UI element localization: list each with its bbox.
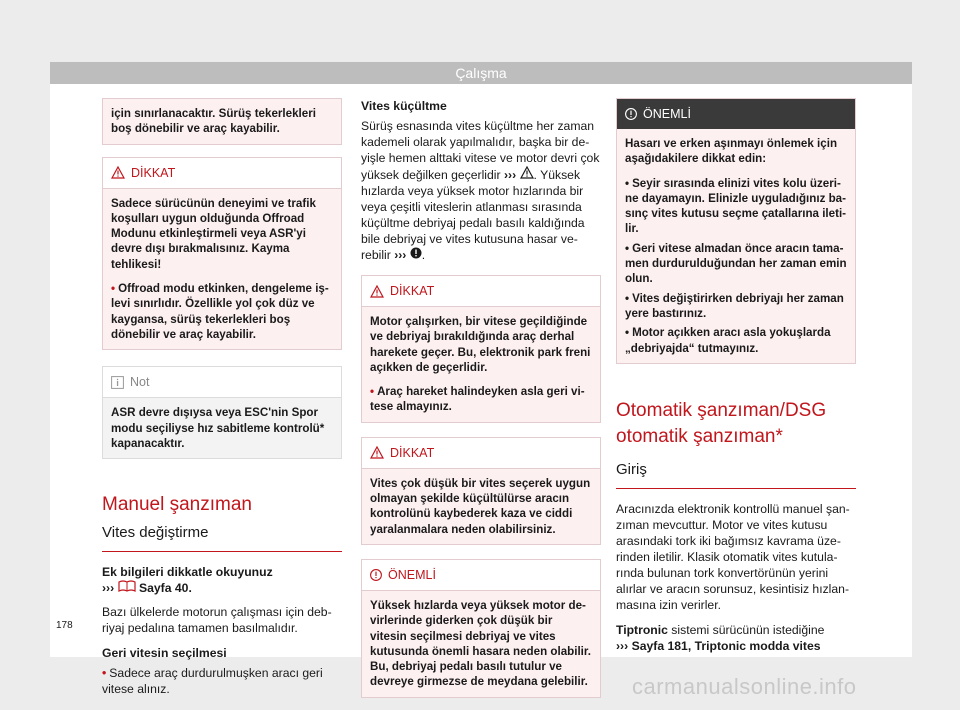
chevron-icon: ›››	[616, 638, 629, 653]
warning-body: için sınırlanacaktır. Sürüş tekerlekleri boş dönebilir ve araç kayabilir.	[111, 107, 316, 136]
important-label: ÖNEMLİ	[643, 107, 691, 121]
important-header	[362, 560, 600, 591]
chevron-icon: ›››	[102, 581, 115, 596]
bullet-icon: •	[370, 385, 375, 399]
bullet-icon: •	[102, 666, 107, 681]
warning-icon	[111, 166, 125, 179]
section-body	[616, 501, 856, 654]
bullet-icon: •	[111, 282, 116, 296]
paragraph	[616, 622, 856, 654]
note-body: ASR devre dışıysa veya ESC'nin Spor modu seçiliyse hız sabitleme kontrolü* kapanacaktır.	[111, 406, 325, 450]
column-2	[361, 98, 601, 710]
watermark: carmanualsonline.info	[632, 674, 857, 699]
important-intro: Hasarı ve erken aşınmayı önlemek için aşağıdakilere dikkat edin:	[625, 137, 838, 166]
warning-icon	[370, 446, 384, 459]
warning-intro: Sadece sürücünün deneyimi ve trafik koşulları uygun olduğunda Offroad Modunu etkinleştirmeli veya ASR'yi devre dışı bırakmalısınız. Kayma tehlikesi!	[111, 196, 316, 271]
list-item	[102, 665, 342, 697]
info-reference: Ek bilgileri dikkatle okuyunuz ››› Sayfa 40. Bazı ülkelerde motorun çalışması için debriyaj pedalına tamamen basılmalıdır. Geri vitesin seçilmesi • Sadece araç durdurulmuşken aracı geri vitese alınız.	[102, 564, 342, 697]
section-heading: Otomatik şanzıman/DSG otomatik şanzıman*	[616, 399, 827, 447]
warning-item-text: Offroad modu etkinken, dengeleme işlevi sınırlıdır. Özellikle yol çok düz ve kaygansa, sürüş tekerlekleri boş dönebilir ve araç kayabilir.	[111, 282, 329, 341]
page-header: Çalışma	[50, 62, 912, 84]
paragraph: Aracınızda elektronik kontrollü manuel şanzıman mevcuttur. Motor ve vites kutusu arasındaki tork iki bağımsız kavrama üzerinden iletilir. Klasik otomatik vites kutularında bulunan tork konvertörünün yerini alırlar ve aracın sorunsuz, kesintisiz hızlanmasına izin verirler.	[616, 501, 850, 612]
important-box	[616, 98, 856, 364]
warning-item-text: Araç hareket halindeyken asla geri vitese almayınız.	[370, 385, 585, 414]
chevron-icon: ›››	[503, 168, 517, 182]
warning-label: DİKKAT	[131, 165, 176, 180]
warning-box	[361, 437, 601, 545]
bullet-icon: •	[625, 291, 630, 305]
warning-header	[103, 158, 341, 189]
bullet-icon: •	[625, 326, 630, 340]
important-item-text: Motor açıkken aracı asla yokuşlarda „debriyajda“ tutmayınız.	[625, 326, 831, 355]
important-body: Yüksek hızlarda veya yüksek motor devirlerinde giderken çok düşük bir vitesin seçilmesi debriyaj ve vites kutusunda önemli hasara neden olabilir. Bu, debriyaj pedalı basılı tutulur ve devreye girmezse de meydana gelebilir.	[370, 598, 591, 689]
bullet-icon: •	[625, 176, 630, 190]
paragraph: Sürüş esnasında vites küçültme her zaman kademeli olarak yapılmalıdır, başka bir deyişle hemen alttaki vitese ve motor devri çok yüksek değilken geçerlidir ››› . Yüksek hızlarda veya yüksek motor hızlarında bir veya çeşitli viteslerin atlanması sırasında küçültme debriyaj pedalı basılı kaldığında bile debriyaj ve vites kutusuna hasar verebilir ››› .	[361, 119, 600, 262]
warning-box	[361, 275, 601, 423]
important-item-text: Geri vitese almadan önce aracın tamamen durdurulduğundan her zaman emin olun.	[625, 241, 847, 286]
column-3	[616, 98, 856, 663]
warning-icon[interactable]	[520, 166, 534, 179]
important-item-text: Vites değiştirirken debriyajı her zaman yere bastırınız.	[625, 291, 844, 320]
paragraph-text: . Yüksek hızlarda veya yüksek motor hızlarında bir veya çeşitli viteslerin atlanması sırasında küçültme debriyaj pedalı basılı kaldığında bile debriyaj ve vites kutusuna hasar verebilir	[361, 168, 585, 262]
warning-box-continued	[102, 98, 342, 145]
column-1	[102, 98, 342, 697]
important-item-text: Seyir sırasında elinizi vites kolu üzerine dayamayın. Elinizle uyguladığınız basınç vites kutusu seçme çatallarına iletilir.	[625, 176, 847, 236]
warning-header	[362, 276, 600, 307]
warning-item	[370, 384, 592, 415]
warning-intro: Motor çalışırken, bir vitese geçildiğinde ve debriyaj bırakıldığında araç derhal harekete geçer. Bu, elektronik park freni açıkken de geçerlidir.	[370, 315, 591, 374]
section-title: Vites küçültme	[361, 99, 447, 113]
chevron-icon: ›››	[394, 248, 407, 262]
paragraph-text: sistemi sürücünün istediğine	[667, 622, 825, 637]
note-box	[102, 366, 342, 459]
section-title: Geri vitesin seçilmesi	[102, 646, 227, 661]
section-subheading: Vites değiştirme	[102, 523, 342, 552]
section-heading: Manuel şanzıman	[102, 494, 252, 516]
important-icon	[625, 108, 637, 120]
section-subheading: Giriş	[616, 460, 856, 489]
warning-label: DİKKAT	[390, 284, 435, 298]
warning-box	[102, 157, 342, 351]
page-reference-link[interactable]: Sayfa 40	[138, 581, 189, 596]
warning-icon	[370, 285, 384, 298]
important-icon[interactable]	[410, 247, 422, 259]
bullet-icon: •	[625, 241, 630, 255]
important-header	[617, 99, 855, 129]
warning-item	[111, 281, 333, 342]
important-label: ÖNEMLİ	[388, 567, 436, 582]
info-icon	[111, 376, 124, 389]
info-label: Ek bilgileri dikkatle okuyunuz	[102, 565, 273, 580]
page-reference-link[interactable]: Sayfa 181, Triptonic modda vites	[631, 638, 821, 653]
warning-label: DİKKAT	[390, 445, 435, 460]
note-label: Not	[130, 375, 150, 390]
important-item	[625, 241, 847, 287]
warning-body: Vites çok düşük bir vites seçerek uygun olmayan şekilde küçültülürse aracın kontrolünü kaybederek kaza ve ciddi yaralanmalara neden olabilirsiniz.	[370, 476, 591, 536]
book-icon	[118, 580, 136, 592]
important-item	[625, 176, 847, 237]
important-item	[625, 325, 847, 356]
paragraph: Bazı ülkelerde motorun çalışması için debriyaj pedalına tamamen basılmalıdır.	[102, 605, 332, 636]
important-item	[625, 291, 847, 322]
paragraph-text: Sürüş esnasında vites küçültme her zaman kademeli olarak yapılmalıdır, başka bir deyişle hemen alttaki vitese ve motor devri çok yüksek değilken geçerlidir	[361, 119, 600, 182]
important-body	[617, 129, 855, 363]
term: Tiptronic	[616, 622, 668, 637]
note-header	[103, 367, 341, 398]
important-icon	[370, 569, 382, 581]
page-number: 178	[56, 620, 73, 631]
warning-body	[103, 189, 341, 350]
section-automatic	[616, 398, 856, 489]
section-manual	[102, 493, 342, 552]
important-box	[361, 559, 601, 698]
warning-body	[362, 307, 600, 422]
list-item-text: Sadece araç durdurulmuşken aracı geri vitese alınız.	[102, 666, 323, 697]
warning-header	[362, 438, 600, 469]
